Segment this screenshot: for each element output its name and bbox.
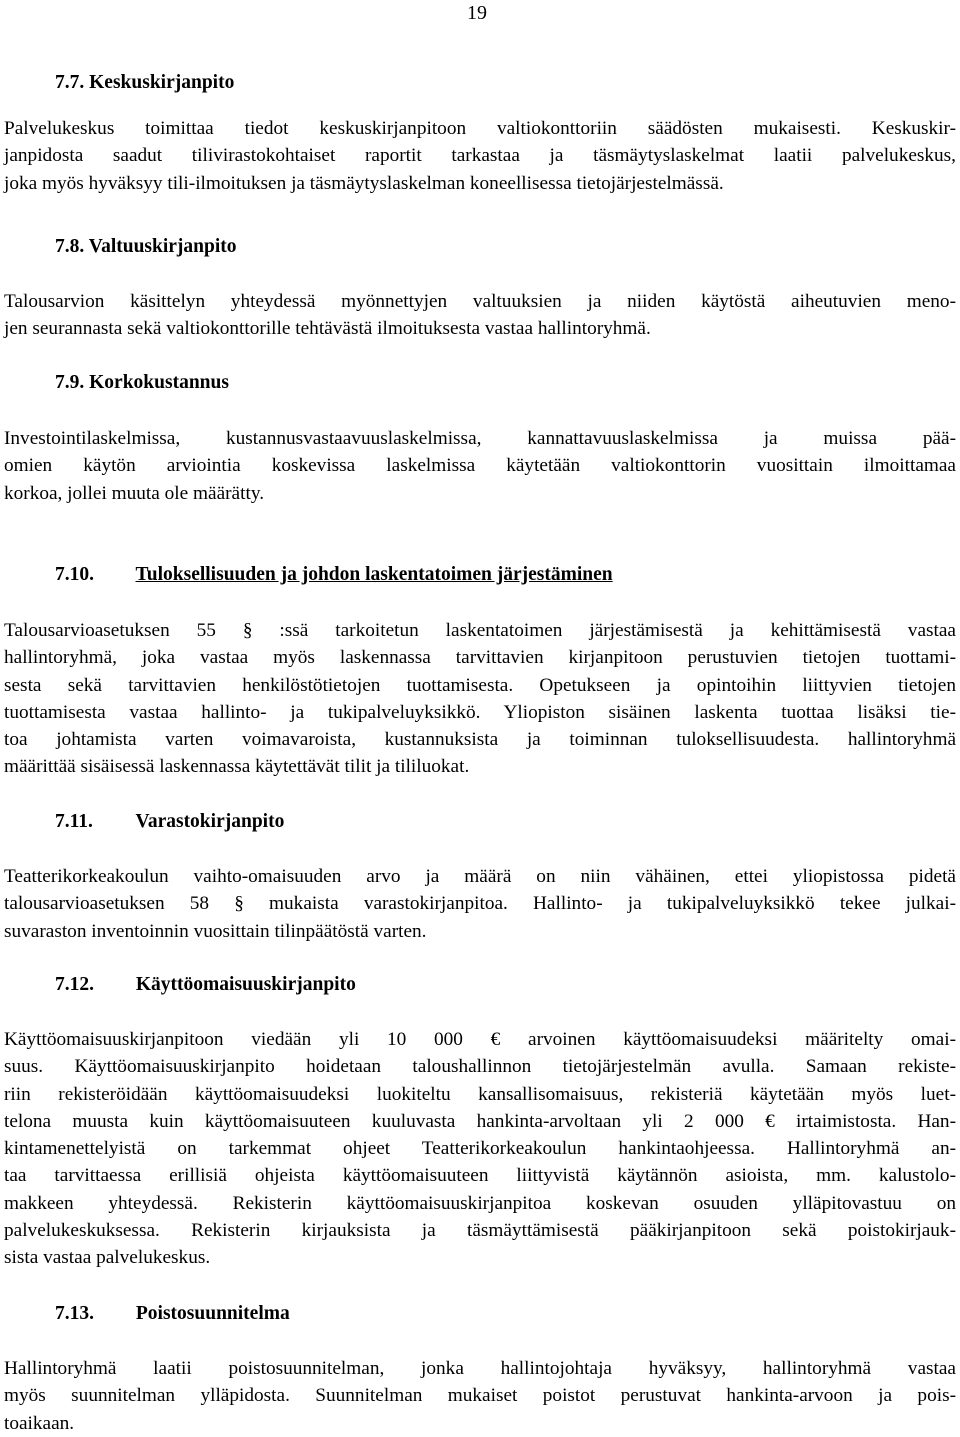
- text-line: janpidosta saadut tilivirastokohtaiset raportit tarkastaa ja täsmäytyslaskelmat laatii palvelukeskus,: [4, 145, 956, 167]
- text-line: Investointilaskelmissa, kustannusvastaavuuslaskelmissa, kannattavuuslaskelmissa ja muissa pää-: [4, 428, 956, 449]
- section-number: 7.12.: [55, 974, 94, 995]
- section-heading-7-10: [55, 563, 613, 587]
- text-line: sesta sekä tarvittavien henkilöstötietojen tuottamisesta. Opetukseen ja opintoihin liittyvien tietojen: [4, 674, 956, 696]
- text-line: tuottamisesta vastaa hallinto- ja tukipalveluyksikkö. Yliopiston sisäinen laskenta tuottaa lisäksi tie-: [4, 701, 956, 723]
- section-heading-7-11: [55, 810, 284, 834]
- text-line: taa tarvittaessa erillisiä ohjeista käyttöomaisuuteen liittyvistä käytännön asioista, mm. kalustolo-: [4, 1165, 956, 1187]
- section-title: Korkokustannus: [89, 372, 229, 393]
- section-title: Käyttöomaisuuskirjanpito: [135, 974, 356, 995]
- text-line: kintamenettelyistä on tarkemmat ohjeet Teatterikorkeakoulun hankintaohjeessa. Hallintoryhmä an-: [4, 1138, 956, 1160]
- text-line: talousarvioasetuksen 58 § mukaista varastokirjanpitoa. Hallinto- ja tukipalveluyksikkö tekee julkai-: [4, 893, 956, 915]
- text-line: suvaraston inventoinnin vuosittain tilinpäätöstä varten.: [4, 920, 427, 942]
- section-number: 7.9.: [55, 372, 85, 393]
- section-number: 7.8.: [55, 236, 85, 257]
- section-body-7-12: [4, 1026, 956, 1272]
- text-line: korkoa, jollei muuta ole määrätty.: [4, 482, 265, 504]
- section-title: Tuloksellisuuden ja johdon laskentatoimen järjestäminen: [135, 564, 613, 585]
- section-number: 7.13.: [55, 1303, 94, 1324]
- section-body-7-9: [4, 425, 956, 507]
- text-line: telona muusta kuin käyttöomaisuuteen kuuluvasta hankinta-arvoltaan yli 2 000 € irtaimistosta. Han-: [4, 1110, 956, 1132]
- text-line: omien käytön arviointia koskevissa laskelmissa käytetään valtiokonttorin vuosittain ilmoittamaa: [4, 455, 956, 477]
- text-line: joka myös hyväksyy tili-ilmoituksen ja täsmäytyslaskelman koneellisessa tietojärjestelmässä.: [4, 172, 724, 194]
- section-heading-7-8: [55, 235, 237, 259]
- text-line: toa johtamista varten voimavaroista, kustannuksista ja toiminnan tuloksellisuudesta. hallintoryhmä: [4, 729, 956, 751]
- text-line: Talousarvioasetuksen 55 § :ssä tarkoitetun laskentatoimen järjestämisestä ja kehittämisestä vastaa: [4, 620, 956, 641]
- text-line: hallintoryhmä, joka vastaa myös laskennassa tarvittavien kirjanpitoon perustuvien tietojen tuottami-: [4, 647, 956, 669]
- section-title: Varastokirjanpito: [135, 811, 285, 832]
- section-heading-7-9: [55, 371, 229, 395]
- text-line: toaikaan.: [4, 1412, 75, 1434]
- section-body-7-8: [4, 288, 956, 343]
- text-line: palvelukeskuksessa. Rekisterin kirjauksista ja täsmäyttämisestä pääkirjanpitoon sekä poistokirjauk-: [4, 1220, 956, 1242]
- section-number: 7.11.: [55, 811, 93, 832]
- text-line: sista vastaa palvelukeskus.: [4, 1247, 211, 1269]
- section-title: Poistosuunnitelma: [135, 1303, 290, 1324]
- section-heading-7-12: [55, 973, 356, 997]
- page-number: 19: [467, 2, 487, 24]
- text-line: Palvelukeskus toimittaa tiedot keskuskirjanpitoon valtiokonttoriin säädösten mukaisesti. Keskuskir-: [4, 118, 956, 139]
- section-body-7-11: [4, 863, 956, 945]
- section-number: 7.10.: [55, 564, 94, 585]
- section-heading-7-7: [55, 71, 234, 95]
- text-line: makkeen yhteydessä. Rekisterin käyttöomaisuuskirjanpitoa koskevan osuuden ylläpitovastuu on: [4, 1192, 956, 1214]
- text-line: määrittää sisäisessä laskennassa käytettävät tilit ja tililuokat.: [4, 756, 470, 778]
- section-body-7-7: [4, 115, 956, 197]
- section-title: Valtuuskirjanpito: [88, 236, 237, 257]
- section-heading-7-13: [55, 1302, 290, 1326]
- text-line: Talousarvion käsittelyn yhteydessä myönnettyjen valtuuksien ja niiden käytöstä aiheutuvien meno-: [4, 291, 956, 312]
- section-number: 7.7.: [55, 72, 85, 93]
- section-title: Keskuskirjanpito: [89, 72, 235, 93]
- text-line: Käyttöomaisuuskirjanpitoon viedään yli 10 000 € arvoinen käyttöomaisuudeksi määritelty omai-: [4, 1029, 956, 1050]
- section-body-7-10: [4, 617, 956, 781]
- text-line: suus. Käyttöomaisuuskirjanpito hoidetaan taloushallinnon tietojärjestelmän avulla. Samaan rekiste-: [4, 1056, 956, 1078]
- text-line: myös suunnitelman ylläpidosta. Suunnitelman mukaiset poistot perustuvat hankinta-arvoon ja pois-: [4, 1385, 956, 1407]
- text-line: Teatterikorkeakoulun vaihto-omaisuuden arvo ja määrä on niin vähäinen, ettei yliopistossa pidetä: [4, 866, 956, 887]
- text-line: Hallintoryhmä laatii poistosuunnitelman, jonka hallintojohtaja hyväksyy, hallintoryhmä vastaa: [4, 1358, 956, 1379]
- text-line: riin rekisteröidään käyttöomaisuudeksi luokiteltu kansallisomaisuus, rekisteriä käytetään myös luet-: [4, 1083, 956, 1105]
- text-line: jen seurannasta sekä valtiokonttorille tehtävästä ilmoituksesta vastaa hallintoryhmä.: [4, 318, 651, 340]
- section-body-7-13: [4, 1355, 956, 1437]
